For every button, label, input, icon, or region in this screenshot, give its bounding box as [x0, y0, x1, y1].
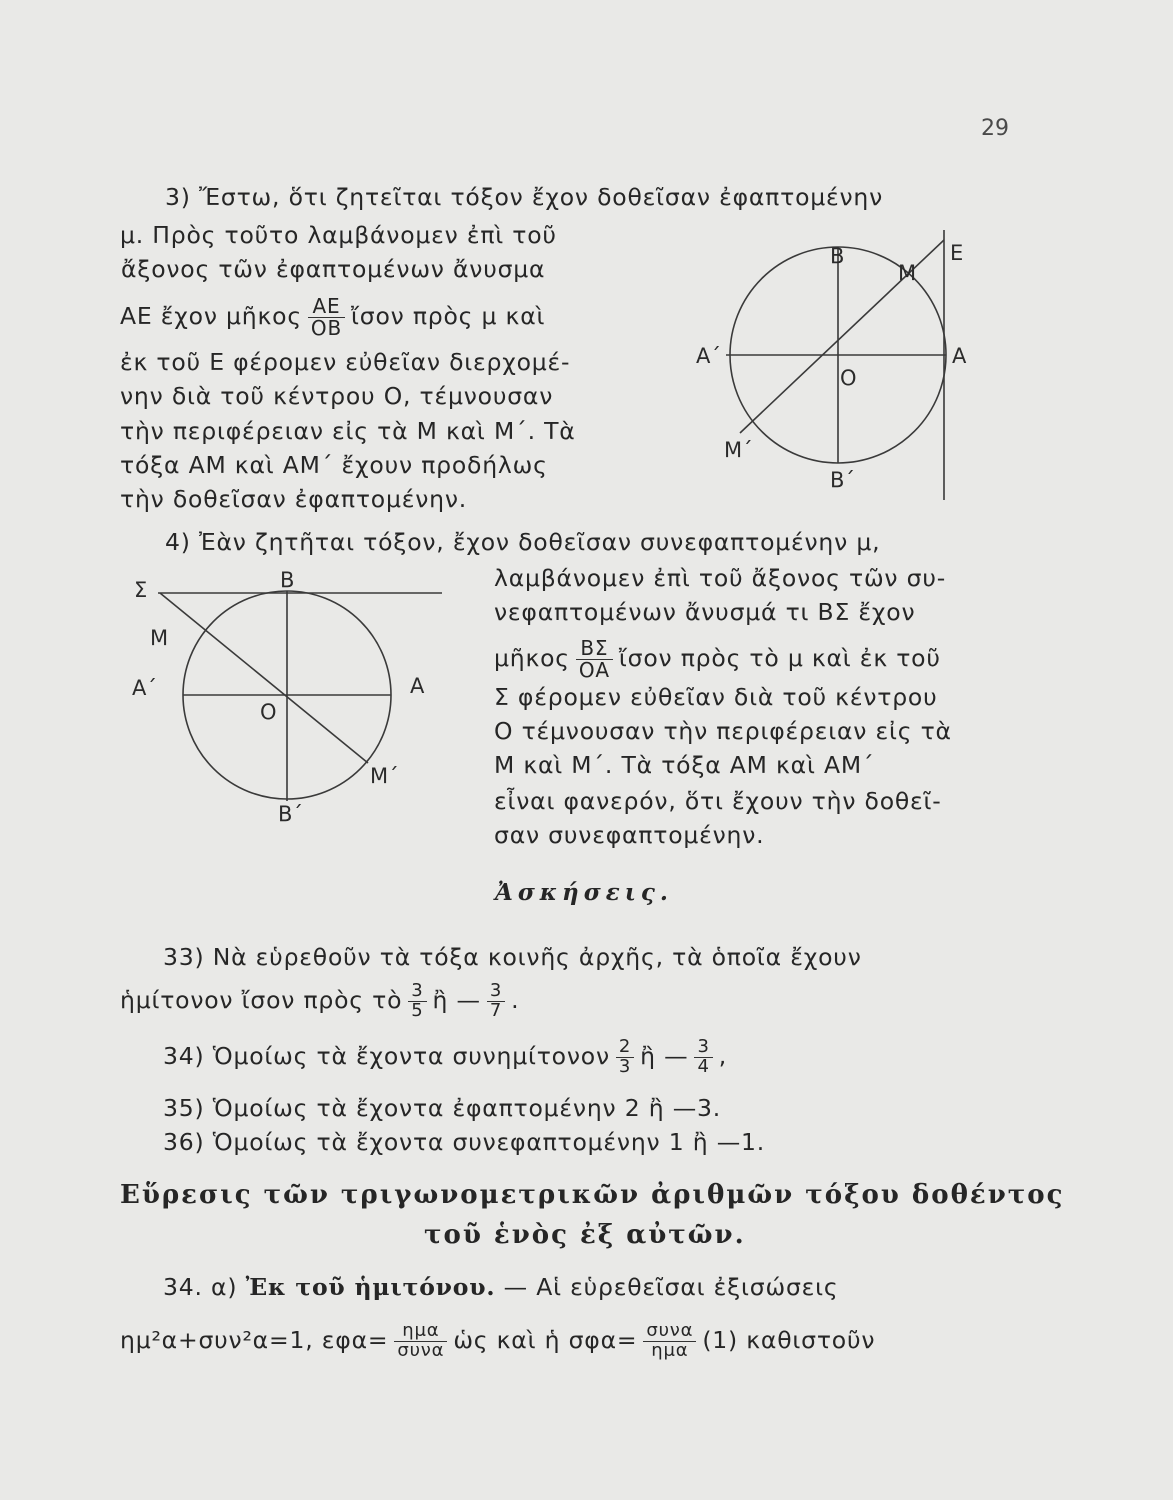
- text-line: νεφαπτομένων ἄνυσμά τι ΒΣ ἔχον: [494, 598, 916, 626]
- exercises-title: Ἀσκήσεις.: [495, 879, 673, 906]
- figure-cotangent-circle: [130, 565, 460, 830]
- minus-sign: —: [664, 1041, 689, 1070]
- fraction: [487, 982, 505, 1021]
- label-B: Β: [830, 244, 845, 268]
- label-M: Μ: [898, 261, 917, 285]
- text-line: Μ καὶ Μ΄. Τὰ τόξα ΑΜ καὶ ΑΜ΄: [494, 751, 875, 779]
- fraction-numerator: ΑΕ: [308, 296, 345, 318]
- secant-line: [160, 593, 368, 763]
- text-line: σαν συνεφαπτομένην.: [494, 821, 765, 849]
- text-span: — Αἱ εὑρεθεῖσαι ἐξισώσεις: [503, 1273, 839, 1301]
- text-line: λαμβάνομεν ἐπὶ τοῦ ἄξονος τῶν συ-: [494, 564, 946, 592]
- fraction-denominator: ΟΑ: [578, 658, 610, 682]
- label-S: Σ: [134, 578, 148, 602]
- text-span: ημ²α+συν²α=1, εφα=: [120, 1325, 389, 1354]
- label-A-prime: Α΄: [696, 344, 721, 368]
- fraction-denominator: ΟΒ: [310, 316, 342, 340]
- fraction-numerator: ΒΣ: [576, 638, 613, 660]
- section-heading-line1: Εὕρεσις τῶν τριγωνομετρικῶν ἀριθμῶν τόξου δοθέντος: [120, 1180, 1065, 1210]
- label-A: Α: [410, 674, 425, 698]
- text-span: ἴσον πρὸς τὸ μ καὶ ἐκ τοῦ: [618, 644, 941, 672]
- label-A-prime: Α΄: [132, 676, 157, 700]
- minus-sign: —: [456, 985, 481, 1014]
- exercise-33-cont: [120, 982, 519, 1021]
- text-line: [120, 296, 545, 339]
- fraction: [576, 638, 613, 681]
- text-span: ΑΕ ἔχον μῆκος: [120, 302, 302, 330]
- fraction-numerator: 3: [487, 982, 505, 1002]
- label-M: Μ: [150, 626, 169, 650]
- fraction: [694, 1038, 712, 1077]
- text-line: τὴν περιφέρειαν εἰς τὰ Μ καὶ Μ΄. Τὰ: [120, 417, 576, 445]
- exercise-35: 35) Ὁμοίως τὰ ἔχοντα ἐφαπτομένην 2 ἢ —3.: [163, 1094, 722, 1122]
- text-line: ἐκ τοῦ Ε φέρομεν εὐθεῖαν διερχομέ-: [120, 348, 571, 376]
- paragraph-34-line1: [163, 1272, 839, 1302]
- label-E: Ε: [950, 241, 964, 265]
- text-span: ὡς καὶ ἡ σφα=: [453, 1325, 638, 1354]
- exercise-34: [163, 1038, 727, 1077]
- fraction-denominator: 5: [411, 999, 424, 1021]
- text-span: ἢ: [640, 1041, 656, 1070]
- fraction-denominator: ημα: [651, 1339, 689, 1361]
- text-span: 34. α): [163, 1273, 238, 1301]
- text-span: ἢ: [432, 985, 449, 1014]
- text-line: 4) Ἐὰν ζητῆται τόξον, ἔχον δοθεῖσαν συνεφαπτομένην μ,: [165, 528, 881, 556]
- text-line: [494, 638, 941, 681]
- label-M-prime: Μ΄: [724, 438, 753, 462]
- text-line: ἄξονος τῶν ἐφαπτομένων ἄνυσμα: [121, 255, 546, 283]
- text-span: 34) Ὁμοίως τὰ ἔχοντα συνημίτονον: [163, 1041, 610, 1070]
- text-span: ἡμίτονον ἴσον πρὸς τὸ: [120, 985, 403, 1014]
- label-B-prime: Β΄: [278, 802, 303, 826]
- label-O: Ο: [840, 366, 857, 390]
- subheading-from-sine: Ἐκ τοῦ ἡμιτόνου.: [245, 1273, 496, 1301]
- label-O: Ο: [260, 700, 277, 724]
- text-line: μ. Πρὸς τοῦτο λαμβάνομεν ἐπὶ τοῦ: [120, 221, 557, 249]
- exercise-33: 33) Νὰ εὑρεθοῦν τὰ τόξα κοινῆς ἀρχῆς, τὰ ὁποῖα ἔχουν: [163, 943, 862, 971]
- label-A: Α: [952, 344, 967, 368]
- text-span: .: [511, 985, 520, 1014]
- text-line: νην διὰ τοῦ κέντρου Ο, τέμνουσαν: [120, 382, 554, 410]
- text-line: εἶναι φανερόν, ὅτι ἔχουν τὴν δοθεῖ-: [494, 787, 942, 815]
- text-span: (1) καθιστοῦν: [702, 1325, 876, 1354]
- paragraph-34-line2: [120, 1322, 875, 1361]
- fraction: [308, 296, 345, 339]
- page-number: 29: [981, 116, 1009, 141]
- fraction-numerator: 2: [616, 1038, 634, 1058]
- figure-tangent-circle: [680, 225, 1000, 515]
- fraction-denominator: συνα: [397, 1339, 445, 1361]
- label-B-prime: Β΄: [830, 468, 855, 492]
- fraction-numerator: συνα: [643, 1322, 696, 1342]
- label-B: Β: [280, 568, 295, 592]
- fraction: [616, 1038, 634, 1077]
- text-line: Ο τέμνουσαν τὴν περιφέρειαν εἰς τὰ: [494, 717, 952, 745]
- text-span: ἴσον πρὸς μ καὶ: [351, 302, 546, 330]
- fraction: [643, 1322, 696, 1361]
- text-span: ,: [718, 1041, 727, 1070]
- text-line: τὴν δοθεῖσαν ἐφαπτομένην.: [120, 485, 468, 513]
- fraction-denominator: 7: [489, 999, 503, 1021]
- fraction: [408, 982, 426, 1021]
- label-M-prime: Μ΄: [370, 764, 399, 788]
- fraction-numerator: 3: [694, 1038, 712, 1058]
- fraction: [394, 1322, 447, 1361]
- text-span: μῆκος: [494, 644, 570, 672]
- section-heading-line2: τοῦ ἑνὸς ἐξ αὐτῶν.: [424, 1220, 746, 1250]
- text-line: τόξα ΑΜ καὶ ΑΜ΄ ἔχουν προδήλως: [120, 451, 548, 479]
- fraction-numerator: ημα: [394, 1322, 447, 1342]
- exercise-36: 36) Ὁμοίως τὰ ἔχοντα συνεφαπτομένην 1 ἢ —1.: [163, 1128, 766, 1156]
- text-line: 3) Ἔστω, ὅτι ζητεῖται τόξον ἔχον δοθεῖσαν ἐφαπτομένην: [165, 183, 884, 211]
- fraction-numerator: 3: [408, 982, 426, 1002]
- fraction-denominator: 3: [618, 1055, 632, 1077]
- fraction-denominator: 4: [697, 1055, 710, 1077]
- text-line: Σ φέρομεν εὐθεῖαν διὰ τοῦ κέντρου: [494, 683, 938, 711]
